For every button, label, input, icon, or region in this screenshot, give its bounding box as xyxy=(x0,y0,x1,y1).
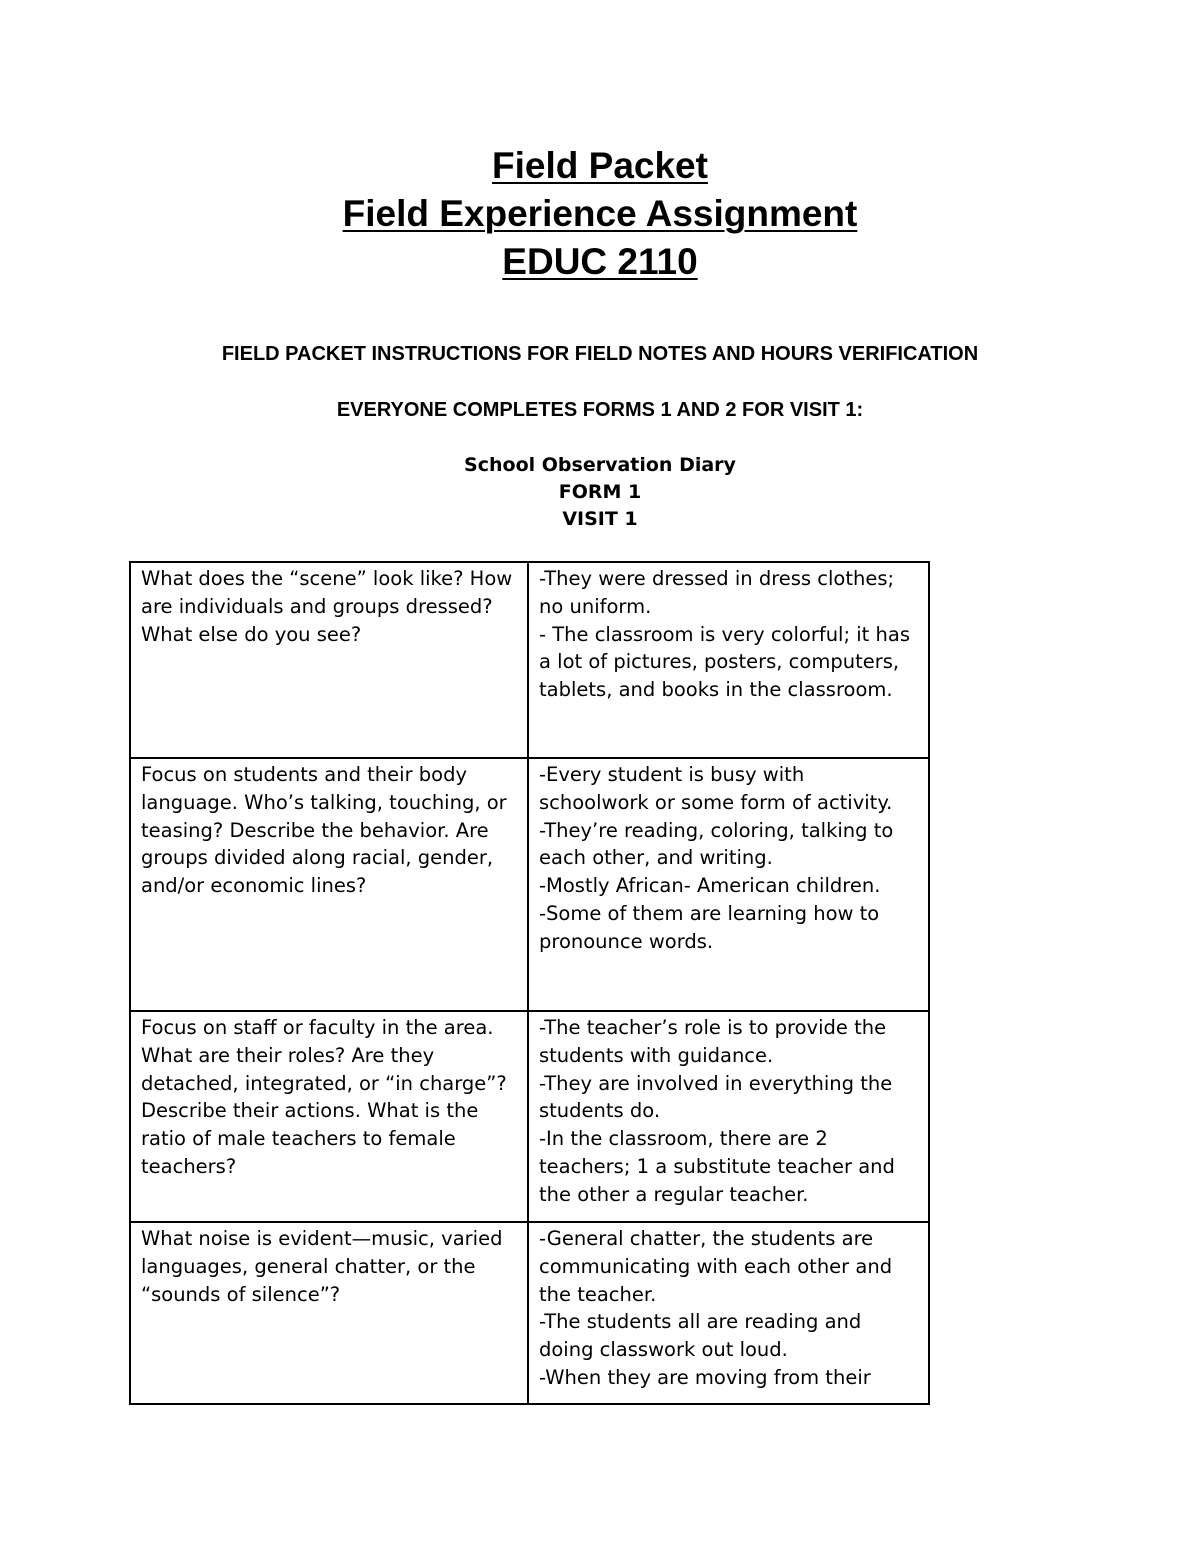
observation-diary-table xyxy=(129,561,930,1405)
answer-cell: -They were dressed in dress clothes; no uniform. - The classroom is very colorful; it has a lot of pictures, posters, computers, tablets, and books in the classroom. xyxy=(528,562,929,758)
title-field-experience-assignment: Field Experience Assignment xyxy=(342,193,858,234)
title-course-code: EDUC 2110 xyxy=(502,241,698,282)
table-row xyxy=(130,1011,929,1222)
question-cell: Focus on students and their body language. Who’s talking, touching, or teasing? Describe the behavior. Are groups divided along racial, gender, and/or economic lines? xyxy=(130,758,528,1011)
title-field-packet: Field Packet xyxy=(492,145,708,186)
question-cell: Focus on staff or faculty in the area. What are their roles? Are they detached, integrated, or “in charge”? Describe their actions. What is the ratio of male teachers to female teachers? xyxy=(130,1011,528,1222)
instructions-heading: FIELD PACKET INSTRUCTIONS FOR FIELD NOTES AND HOURS VERIFICATION xyxy=(221,343,979,365)
visit-number: VISIT 1 xyxy=(562,508,638,530)
answer-cell: -General chatter, the students are communicating with each other and the teacher. -The students all are reading and doing classwork out loud. -When they are moving from their xyxy=(528,1222,929,1404)
table-row xyxy=(130,758,929,1011)
answer-cell: -Every student is busy with schoolwork or some form of activity. -They’re reading, coloring, talking to each other, and writing. -Mostly African- American children. -Some of them are learning how to pronounce words. xyxy=(528,758,929,1011)
form-heading xyxy=(0,452,1200,533)
table-row xyxy=(130,1222,929,1404)
answer-cell: -The teacher’s role is to provide the students with guidance. -They are involved in everything the students do. -In the classroom, there are 2 teachers; 1 a substitute teacher and the other a regular teacher. xyxy=(528,1011,929,1222)
form-number: FORM 1 xyxy=(558,481,642,503)
forms-requirement-heading: EVERYONE COMPLETES FORMS 1 AND 2 FOR VISIT 1: xyxy=(336,399,864,421)
form-name: School Observation Diary xyxy=(464,454,736,476)
table-row xyxy=(130,562,929,758)
document-title xyxy=(0,142,1200,286)
question-cell: What does the “scene” look like? How are individuals and groups dressed? What else do you see? xyxy=(130,562,528,758)
question-cell: What noise is evident—music, varied languages, general chatter, or the “sounds of silence”? xyxy=(130,1222,528,1404)
